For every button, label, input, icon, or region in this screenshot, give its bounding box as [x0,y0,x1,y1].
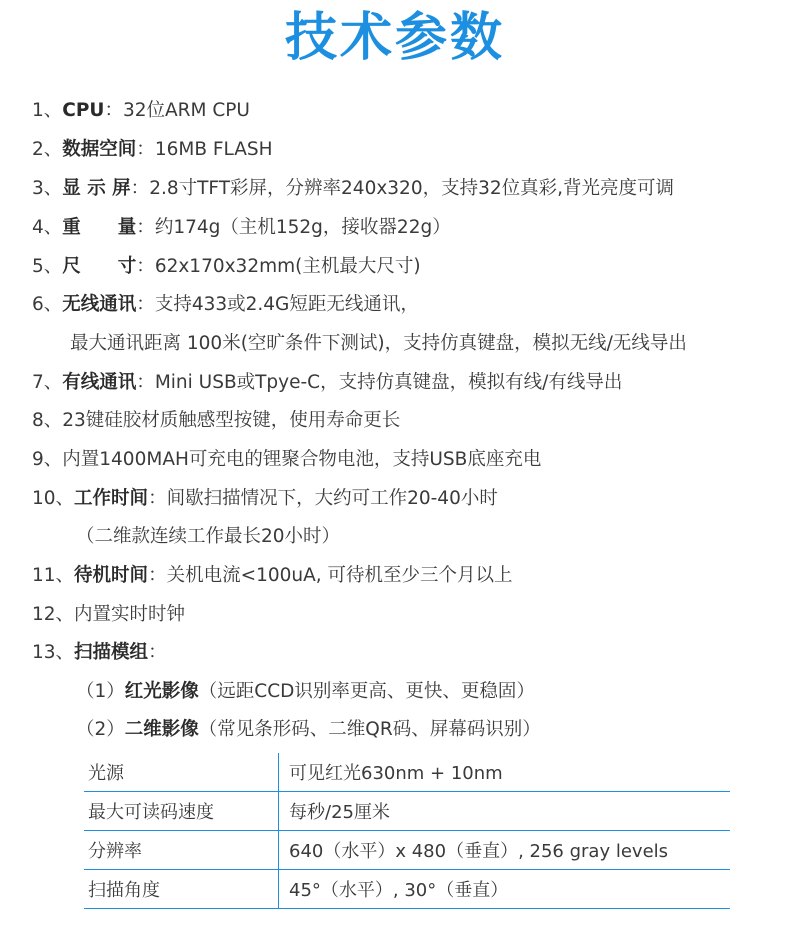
line-text: 2.8寸TFT彩屏，分辨率240x320，支持32位真彩,背光亮度可调 [149,178,675,199]
line-label: 红光影像 [124,681,199,702]
spec-line-wired [32,370,622,396]
table-row [84,870,730,909]
line-prefix: 11、 [32,565,75,586]
spec-line-wireless [32,292,419,318]
line-label: CPU [62,100,105,121]
line-text: 32位ARM CPU [122,100,250,121]
line-text: 8、23键硅胶材质触感型按键，使用寿命更长 [32,410,401,431]
spec-line-size [32,254,421,280]
table-key: 最大可读码速度 [84,792,279,831]
line-text: Mini USB或Tpye-C，支持仿真键盘，模拟有线/有线导出 [154,372,623,393]
line-text: 最大通讯距离 100米(空旷条件下测试)，支持仿真键盘，模拟无线/无线导出 [70,333,687,354]
line-prefix: 7、 [32,372,63,393]
spec-line-weight [32,215,451,241]
table-row [84,831,730,870]
line-sep: ： [148,642,167,663]
table-row [84,792,730,831]
line-text: 62x170x32mm(主机最大尺寸) [154,256,421,277]
table-key: 光源 [84,753,279,792]
spec-line-clock [32,602,185,628]
line-label: 扫描模组 [74,642,149,663]
table-value: 640（水平）x 480（垂直）, 256 gray levels [279,831,731,870]
line-text: （远距CCD识别率更高、更快、更稳固） [198,681,535,702]
spec-line-work-time-note [76,524,340,550]
spec-line-2d-imaging [76,717,541,743]
line-sep: ： [136,372,155,393]
line-prefix: 4、 [32,217,63,238]
line-text: 9、内置1400MAH可充电的锂聚合物电池，支持USB底座充电 [32,449,542,470]
spec-line-wireless-cont [70,331,687,357]
line-label: 尺 寸 [62,256,137,277]
line-label: 有线通讯 [62,372,137,393]
line-sep: ： [136,256,155,277]
line-label: 显 示 屏 [62,178,131,199]
line-label: 待机时间 [74,565,149,586]
spec-line-scan-module [32,640,167,666]
spec-line-keys [32,408,400,434]
spec-line-storage [32,137,273,163]
line-text: （常见条形码、二维QR码、屏幕码识别） [198,719,541,740]
line-prefix: 5、 [32,256,63,277]
line-text: 支持433或2.4G短距无线通讯， [154,294,419,315]
line-sep: ： [136,217,155,238]
table-row [84,753,730,792]
line-text: 关机电流<100uA, 可待机至少三个月以上 [166,565,513,586]
spec-line-battery [32,447,541,473]
line-prefix: 10、 [32,488,75,509]
table-key: 扫描角度 [84,870,279,909]
page-title: 技术参数 [284,8,505,68]
spec-line-display [32,176,674,202]
line-sep: ： [136,139,155,160]
spec-line-work-time [32,486,498,512]
line-prefix: 3、 [32,178,63,199]
scan-spec-table [84,753,730,909]
table-value: 可见红光630nm + 10nm [279,753,731,792]
line-sep: ： [148,488,167,509]
line-text: 16MB FLASH [154,139,273,160]
line-sep: ： [148,565,167,586]
line-text: （二维款连续工作最长20小时） [76,526,341,547]
line-prefix: 1、 [32,100,63,121]
line-sep: ： [104,100,123,121]
line-prefix: 2、 [32,139,63,160]
line-prefix: （1） [76,681,125,702]
line-sep: ： [130,178,150,199]
spec-line-red-imaging [76,679,535,705]
line-label: 无线通讯 [62,294,137,315]
line-label: 二维影像 [124,719,199,740]
spec-line-cpu [32,98,250,124]
line-label: 工作时间 [74,488,149,509]
line-label: 数据空间 [62,139,137,160]
table-value: 每秒/25厘米 [279,792,731,831]
spec-line-standby [32,563,513,589]
line-sep: ： [136,294,155,315]
line-prefix: 13、 [32,642,75,663]
line-prefix: （2） [76,719,125,740]
line-text: 12、内置实时时钟 [32,604,186,625]
line-label: 重 量 [62,217,137,238]
line-text: 约174g（主机152g，接收器22g） [154,217,451,238]
line-prefix: 6、 [32,294,63,315]
table-key: 分辨率 [84,831,279,870]
line-text: 间歇扫描情况下，大约可工作20-40小时 [166,488,498,509]
table-value: 45°（水平）, 30°（垂直） [279,870,731,909]
